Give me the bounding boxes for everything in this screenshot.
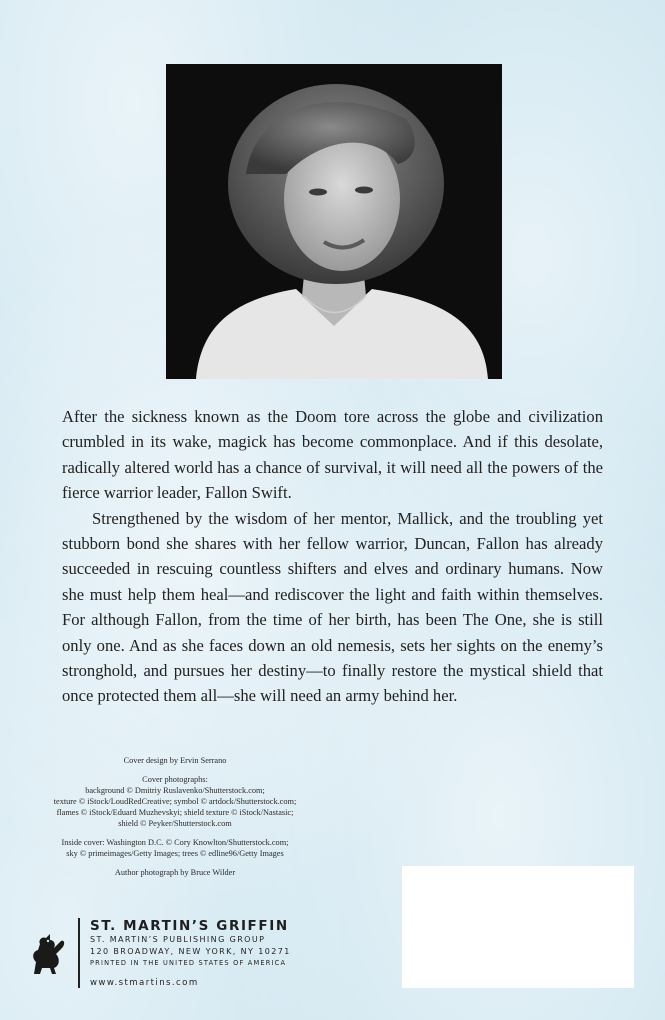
blurb-paragraph-2: Strengthened by the wisdom of her mentor, Mallick, and the troubling yet stubborn bond she shares with her fellow warrior, Duncan, Fallon has already succeeded in rescuing countless shifters and elves and ordinary humans. Now she must help them heal—and rediscover the light and faith within themselves. For although Fallon, from the time of her birth, has been The One, she is still only one. And as she faces down an old nemesis, sets her sights on the enemy’s stronghold, and pursues her destiny—to finally restore the mystical shield that once protected them all—she will need an army behind her. [62, 508, 603, 706]
cover-photo-credit-line: flames © iStock/Eduard Muzhevskyi; shield texture © iStock/Nastasic; [56, 808, 294, 817]
blurb-paragraph-1: After the sickness known as the Doom tore across the globe and civilization crumbled in its wake, magick has become commonplace. And if this desolate, radically altered world has a chance of survival, it will need all the powers of the fierce warrior leader, Fallon Swift. [62, 407, 603, 503]
cover-photo-credit-line: texture © iStock/LoudRedCreative; symbol © artdock/Shutterstock.com; [53, 797, 297, 806]
cover-credits [30, 755, 320, 886]
author-photo-credit: Author photograph by Bruce Wilder [114, 868, 236, 877]
publisher-divider [78, 918, 80, 988]
cover-photo-credit-line: background © Dmitriy Ruslavenko/Shutterstock.com; [85, 786, 265, 795]
barcode-area [402, 866, 634, 988]
publisher-address: 120 BROADWAY, NEW YORK, NY 10271 [90, 947, 291, 956]
author-portrait-image [166, 64, 502, 379]
printed-notice: PRINTED IN THE UNITED STATES OF AMERICA [90, 959, 287, 967]
publisher-url[interactable]: www.stmartins.com [90, 978, 199, 988]
book-blurb [62, 404, 603, 709]
publisher-group: ST. MARTIN’S PUBLISHING GROUP [90, 935, 266, 944]
cover-photos-heading: Cover photographs: [142, 775, 208, 784]
griffin-icon [26, 928, 68, 976]
inside-cover-credit-line: Inside cover: Washington D.C. © Cory Knowlton/Shutterstock.com; [61, 838, 289, 847]
author-photo [166, 64, 502, 379]
publisher-block [90, 918, 350, 988]
cover-design-credit: Cover design by Ervin Serrano [123, 756, 227, 765]
publisher-name: ST. MARTIN’S GRIFFIN [90, 918, 289, 934]
inside-cover-credit-line: sky © primeimages/Getty Images; trees © edline96/Getty Images [66, 849, 284, 858]
cover-photo-credit-line: shield © Peyker/Shutterstock.com [118, 819, 232, 828]
